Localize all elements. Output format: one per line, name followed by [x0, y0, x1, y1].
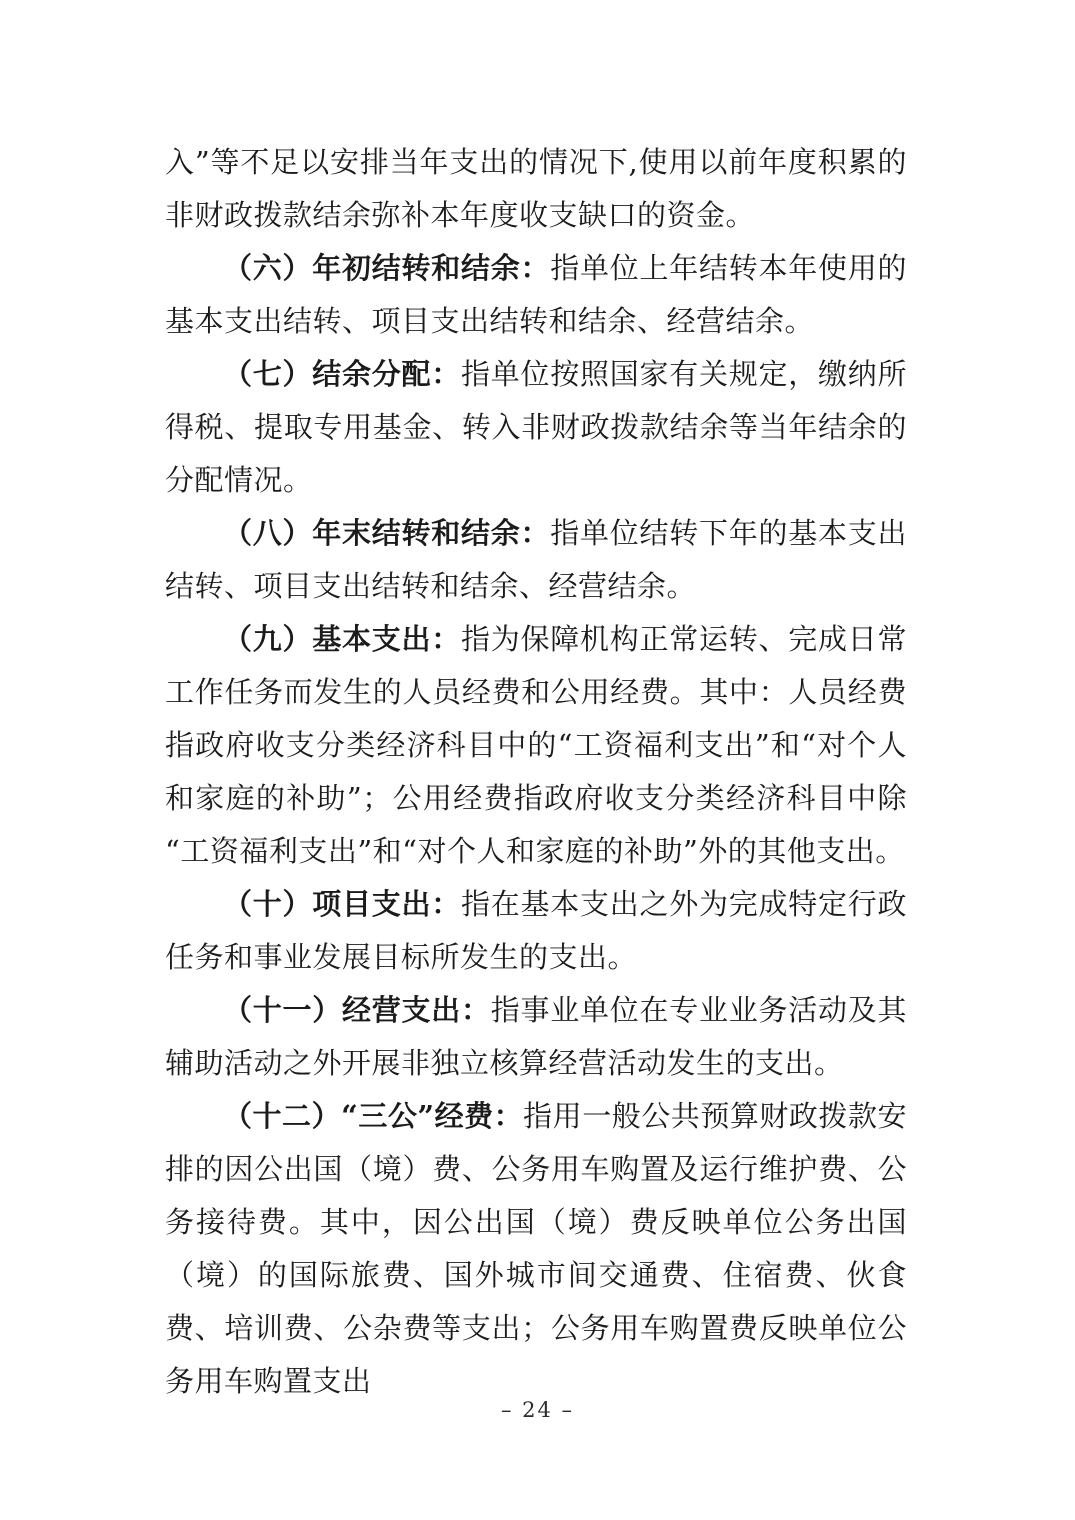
- paragraph-body: 指用一般公共预算财政拨款安排的因公出国（境）费、公务用车购置及运行维护费、公务接待费。其中，因公出国（境）费反映单位公务出国（境）的国际旅费、国外城市间交通费、住宿费、伙食费、培训费、公杂费等支出；公务用车购置费反映单位公务用车购置支出: [165, 1099, 907, 1398]
- paragraph-head: （七）结余分配：: [223, 357, 461, 391]
- paragraph-item-11: [165, 984, 907, 1090]
- paragraph-item-6: [165, 242, 907, 348]
- paragraph-item-9: [165, 613, 907, 878]
- paragraph-item-7: [165, 348, 907, 507]
- page-number: – 24 –: [500, 1398, 575, 1422]
- paragraph-head: （九）基本支出：: [223, 622, 461, 656]
- paragraph-body: 指为保障机构正常运转、完成日常工作任务而发生的人员经费和公用经费。其中：人员经费指政府收支分类经济科目中的“工资福利支出”和“对个人和家庭的补助”；公用经费指政府收支分类经济科目中除“工资福利支出”和“对个人和家庭的补助”外的其他支出。: [165, 622, 907, 868]
- paragraph-body: 指单位按照国家有关规定，缴纳所得税、提取专用基金、转入非财政拨款结余等当年结余的分配情况。: [165, 357, 907, 497]
- paragraph-body: 指单位上年结转本年使用的基本支出结转、项目支出结转和结余、经营结余。: [165, 251, 907, 338]
- text-block: [165, 136, 907, 1408]
- paragraph-body: 指在基本支出之外为完成特定行政任务和事业发展目标所发生的支出。: [165, 887, 907, 974]
- paragraph-head: （六）年初结转和结余：: [223, 251, 551, 285]
- paragraph-body: 指单位结转下年的基本支出结转、项目支出结转和结余、经营结余。: [165, 516, 907, 603]
- paragraph-body: 指事业单位在专业业务活动及其辅助活动之外开展非独立核算经营活动发生的支出。: [165, 993, 907, 1080]
- paragraph-head: （十二）“三公”经费：: [223, 1099, 524, 1133]
- paragraph-head: （八）年末结转和结余：: [223, 516, 551, 550]
- paragraph-head: （十）项目支出：: [223, 887, 461, 921]
- paragraph-item-12: [165, 1090, 907, 1408]
- paragraph-head: （十一）经营支出：: [223, 993, 491, 1027]
- paragraph-item-10: [165, 878, 907, 984]
- paragraph-continuation: [165, 136, 907, 242]
- paragraph-item-8: [165, 507, 907, 613]
- paragraph-body: 入”等不足以安排当年支出的情况下,使用以前年度积累的非财政拨款结余弥补本年度收支缺口的资金。: [165, 145, 907, 232]
